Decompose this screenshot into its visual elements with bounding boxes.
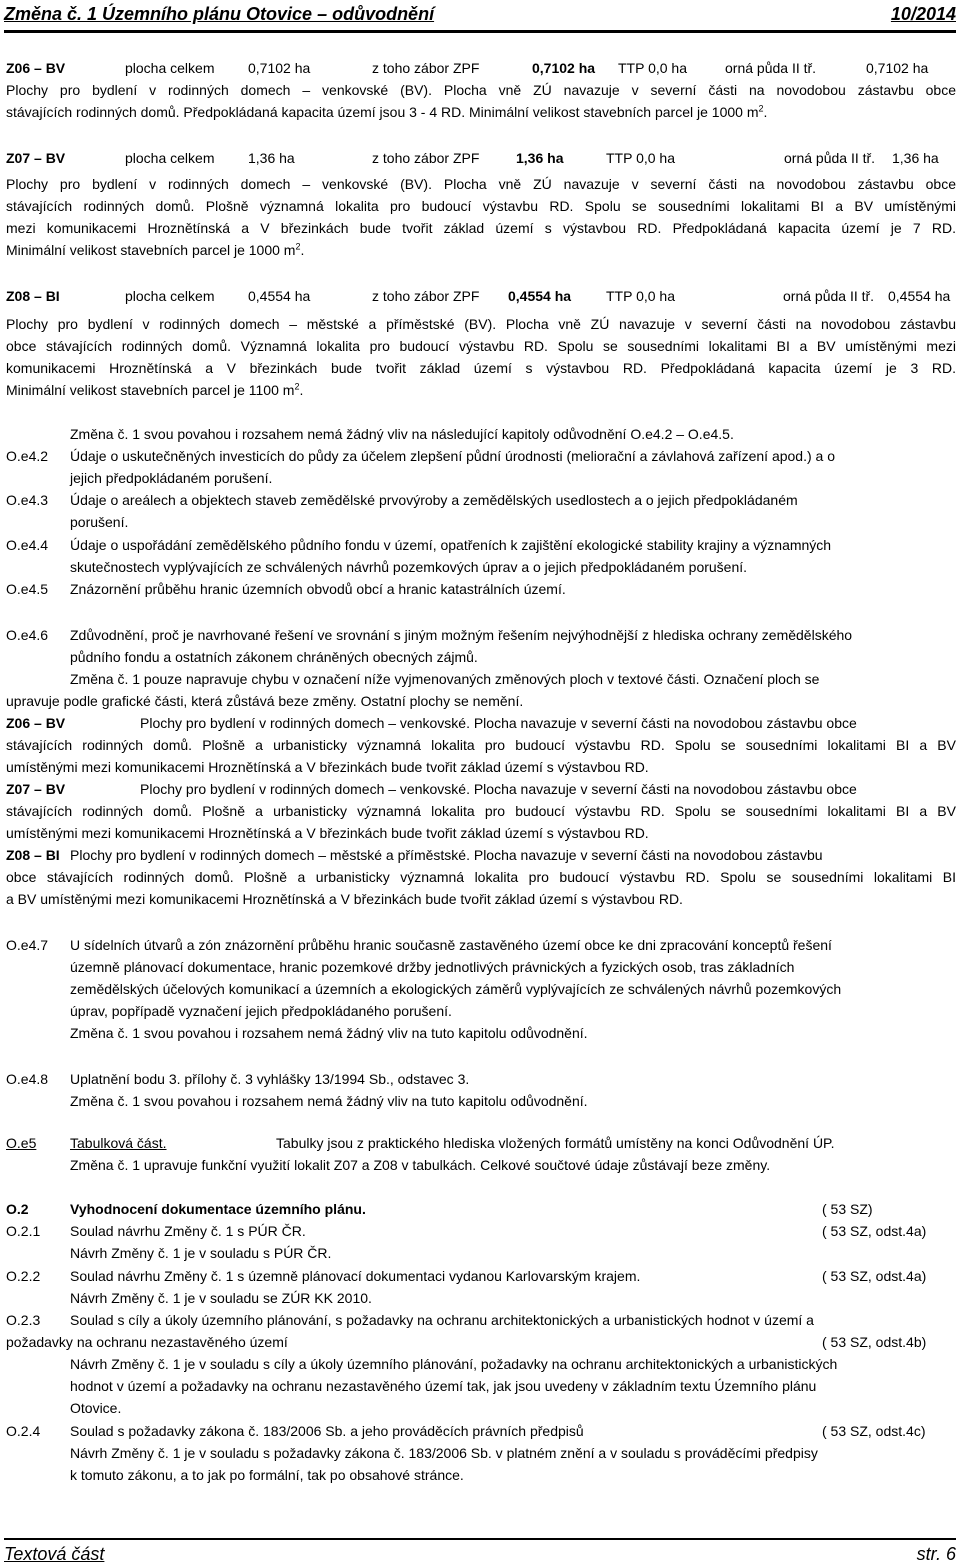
- z06-orna-value: 0,7102 ha: [866, 60, 929, 76]
- e47-number: O.e4.7: [6, 937, 49, 953]
- z07-zpf-label: z toho zábor ZPF: [372, 150, 480, 166]
- e48-line-2: Změna č. 1 svou povahou i rozsahem nemá žádný vliv na tuto kapitolu odůvodnění.: [70, 1093, 588, 1109]
- o2-number: O.2: [6, 1201, 29, 1217]
- o23-line-2: požadavky na ochranu nezastavěného území: [6, 1334, 288, 1350]
- o22-number: O.2.2: [6, 1268, 41, 1284]
- e43-number: O.e4.3: [6, 492, 49, 508]
- o22-ref: ( 53 SZ, odst.4a): [822, 1268, 927, 1284]
- z06-orna-label: orná půda II tř.: [725, 60, 817, 76]
- e42-line-2: jejich předpokládaném porušení.: [70, 470, 273, 486]
- r07-code: Z07 – BV: [6, 781, 66, 797]
- e43-line-1: Údaje o areálech a objektech staveb zemědělské prvovýroby a zemědělských usedlostech a o jejich předpokládaném: [70, 492, 798, 508]
- o23-number: O.2.3: [6, 1312, 41, 1328]
- o24-line-2: Návrh Změny č. 1 je v souladu s požadavky zákona č. 183/2006 Sb. v platném znění a v souladu s prováděcími předpisy: [70, 1445, 818, 1461]
- e46-line-1: Zdůvodnění, proč je navrhované řešení ve srovnání s jiným možným řešením nejvýhodnější z hlediska ochrany zemědělského: [70, 627, 853, 643]
- e47-line-5: Změna č. 1 svou povahou i rozsahem nemá žádný vliv na tuto kapitolu odůvodnění.: [70, 1025, 588, 1041]
- page-footer: [4, 1538, 956, 1566]
- o24-number: O.2.4: [6, 1423, 41, 1439]
- e47-line-4: úprav, popřípadě vyznačení jejich předpokládaného porušení.: [70, 1003, 452, 1019]
- z07-zpf-value: 1,36 ha: [516, 150, 564, 166]
- r08-line-2: obce stávajících rodinných domů. Plošně a urbanisticky významná lokalita pro budoucí výstavbu RD. Spolu se sousedními lokalitami BI: [6, 869, 956, 885]
- footer-section: Textová část: [4, 1544, 105, 1564]
- z08-orna-label: orná půda II tř.: [783, 288, 875, 304]
- e44-line-2: skutečnostech vyplývajících ze schválených návrhů pozemkových úprav a o jejich předpokládaném porušení.: [70, 559, 748, 575]
- e42-line-1: Údaje o uskutečněných investicích do půdy za účelem zlepšení půdní úrodnosti (meliorační a závlahová zařízení apod.) a o: [70, 448, 835, 464]
- z08-area-value: 0,4554 ha: [248, 288, 311, 304]
- z08-line-2: Plochy pro bydlení v rodinných domech – městské a příměstské (BV). Plocha vně ZÚ navazuje v severní části na novodobou zástavbu: [6, 316, 956, 332]
- r07-line-1: Plochy pro bydlení v rodinných domech – venkovské. Plocha navazuje v severní části na novodobou zástavbu obce: [140, 781, 857, 797]
- r07-line-3: umístěnými mezi komunikacemi Hroznětínská a V březinkách bude tvořit základ území s výstavbou RD.: [6, 825, 649, 841]
- z07-code: Z07 – BV: [6, 150, 66, 166]
- z07-line-4: mezi komunikacemi Hroznětínská a V březinkách bude tvořit základ území s výstavbou RD. Předpokládaná kapacita území je 7 RD.: [6, 220, 956, 236]
- r06-code: Z06 – BV: [6, 715, 66, 731]
- o24-line-1: Soulad s požadavky zákona č. 183/2006 Sb. a jeho prováděcích právních předpisů: [70, 1423, 584, 1439]
- z06-code: Z06 – BV: [6, 60, 66, 76]
- e47-line-1: U sídelních útvarů a zón znázornění průběhu hranic současně zastavěného území obce ke dni zpracování konceptů řešení: [70, 937, 832, 953]
- z08-ttp: TTP 0,0 ha: [606, 288, 676, 304]
- e45-line-1: Znázornění průběhu hranic územních obvodů obcí a hranic katastrálních území.: [70, 581, 566, 597]
- z07-line-3: stávajících rodinných domů. Plošně významná lokalita pro budoucí výstavbu RD. Spolu se sousedními lokalitami BI a BV umístěnými: [6, 198, 956, 214]
- z08-orna-value: 0,4554 ha: [888, 288, 951, 304]
- o23-line-1: Soulad s cíly a úkoly územního plánování, s požadavky na ochranu architektonických a urbanistických hodnot v území a: [70, 1312, 814, 1328]
- o24-ref: ( 53 SZ, odst.4c): [822, 1423, 926, 1439]
- r08-line-1: Plochy pro bydlení v rodinných domech – městské a příměstské. Plocha navazuje v severní části na novodobou zástavbu: [70, 847, 823, 863]
- header-date: 10/2014: [890, 4, 956, 24]
- z07-area-value: 1,36 ha: [248, 150, 295, 166]
- e48-number: O.e4.8: [6, 1071, 49, 1087]
- z08-line-5: Minimální velikost stavebních parcel je 1100 $m^2$.: [6, 381, 304, 398]
- o21-line-2: Návrh Změny č. 1 je v souladu s PÚR ČR.: [70, 1245, 332, 1261]
- o21-line-1: Soulad návrhu Změny č. 1 s PÚR ČR.: [70, 1223, 306, 1239]
- e46-line-2: půdního fondu a ostatních zákonem chráněných obecných zájmů.: [70, 649, 478, 665]
- e44-number: O.e4.4: [6, 537, 49, 553]
- e42-number: O.e4.2: [6, 448, 49, 464]
- r06-line-2: stávajících rodinných domů. Plošně a urbanisticky významná lokalita pro budoucí výstavbu RD. Spolu se sousedními lokalitami BI a BV: [6, 737, 956, 753]
- z08-area-label: plocha celkem: [125, 288, 215, 304]
- e48-line-1: Uplatnění bodu 3. přílohy č. 3 vyhlášky 13/1994 Sb., odstavec 3.: [70, 1071, 470, 1087]
- footer-page-number: str. 6: [916, 1544, 956, 1564]
- o23-ref: ( 53 SZ, odst.4b): [822, 1334, 927, 1350]
- e45-number: O.e4.5: [6, 581, 49, 597]
- z07-orna-value: 1,36 ha: [892, 150, 939, 166]
- o22-line-2: Návrh Změny č. 1 je v souladu se ZÚR KK 2010.: [70, 1290, 372, 1306]
- o2-ref: ( 53 SZ): [822, 1201, 873, 1217]
- e46-line-3: Změna č. 1 pouze napravuje chybu v označení níže vyjmenovaných změnových ploch v textové části. Označení ploch se: [70, 671, 820, 687]
- e43-line-2: porušení.: [70, 514, 129, 530]
- z06-area-value: 0,7102 ha: [248, 60, 311, 76]
- r06-line-1: Plochy pro bydlení v rodinných domech – venkovské. Plocha navazuje v severní části na novodobou zástavbu obce: [140, 715, 857, 731]
- o23-line-4: hodnot v území a požadavky na ochranu nezastavěného území tak, jak jsou uvedeny v základním textu Územního plánu: [70, 1378, 817, 1394]
- o21-number: O.2.1: [6, 1223, 41, 1239]
- z07-area-label: plocha celkem: [125, 150, 215, 166]
- e46-number: O.e4.6: [6, 627, 49, 643]
- r08-code: Z08 – BI: [6, 847, 60, 863]
- z08-line-4: komunikacemi Hroznětínská a V březinkách bude tvořit základ území s výstavbou RD. Předpokládaná kapacita území je 3 RD.: [6, 360, 956, 376]
- e42-intro: Změna č. 1 svou povahou i rozsahem nemá žádný vliv na následující kapitoly odůvodnění O.e4.2 – O.e4.5.: [70, 426, 734, 442]
- header-title: Změna č. 1 Územního plánu Otovice – odůvodnění: [4, 4, 435, 24]
- r07-line-2: stávajících rodinných domů. Plošně a urbanisticky významná lokalita pro budoucí výstavbu RD. Spolu se sousedními lokalitami BI a BV: [6, 803, 956, 819]
- e5-number: O.e5: [6, 1135, 37, 1151]
- o21-ref: ( 53 SZ, odst.4a): [822, 1223, 927, 1239]
- e47-line-2: územně plánovací dokumentace, hranic pozemkové držby jednotlivých právnických a fyzických osob, tras základních: [70, 959, 795, 975]
- e44-line-1: Údaje o uspořádání zemědělského půdního fondu v území, opatřeních k zajištění ekologické stability krajiny a významných: [70, 537, 832, 553]
- e5-title: Tabulková část.: [70, 1135, 167, 1151]
- e46-line-4: upravuje podle grafické části, která zůstává beze změny. Ostatní plochy se nemění.: [6, 693, 524, 709]
- o2-title: Vyhodnocení dokumentace územního plánu.: [70, 1201, 366, 1217]
- z08-code: Z08 – BI: [6, 288, 60, 304]
- e5-line-2: Změna č. 1 upravuje funkční využití lokalit Z07 a Z08 v tabulkách. Celkové součtové údaje zůstávají beze změny.: [70, 1157, 771, 1173]
- z06-line-3: stávajících rodinných domů. Předpokládaná kapacita území jsou 3 - 4 RD. Minimální velikost stavebních parcel je 1000 $m^2$.: [6, 103, 768, 120]
- z07-ttp: TTP 0,0 ha: [606, 150, 676, 166]
- o24-line-3: k tomuto zákonu, a to jak po formální, tak po obsahové stránce.: [70, 1467, 464, 1483]
- z06-zpf-label: z toho zábor ZPF: [372, 60, 480, 76]
- z07-line-2: Plochy pro bydlení v rodinných domech – venkovské (BV). Plocha vně ZÚ navazuje v severní části na novodobou zástavbu obce: [6, 176, 956, 192]
- r08-line-3: a BV umístěnými mezi komunikacemi Hroznětínská a V březinkách bude tvořit základ území s výstavbou RD.: [6, 891, 683, 907]
- e5-line-1: Tabulky jsou z praktického hlediska vložených formátů umístěny na konci Odůvodnění ÚP.: [276, 1135, 835, 1151]
- z06-zpf-value: 0,7102 ha: [532, 60, 596, 76]
- z06-area-label: plocha celkem: [125, 60, 215, 76]
- o22-line-1: Soulad návrhu Změny č. 1 s územně plánovací dokumentaci vydanou Karlovarským krajem.: [70, 1268, 641, 1284]
- z06-ttp: TTP 0,0 ha: [618, 60, 688, 76]
- page-header: [4, 4, 956, 33]
- z07-orna-label: orná půda II tř.: [784, 150, 876, 166]
- o23-line-3: Návrh Změny č. 1 je v souladu s cíly a úkoly územního plánování, požadavky na ochranu architektonických a urbanistických: [70, 1356, 838, 1372]
- z08-line-3: obce stávajících rodinných domů. Významná lokalita pro budoucí výstavbu RD. Spolu se sousedními lokalitami BI a BV umístěnými mezi: [6, 338, 956, 354]
- o23-line-5: Otovice.: [70, 1400, 122, 1416]
- z07-line-5: Minimální velikost stavebních parcel je 1000 $m^2$.: [6, 241, 305, 258]
- z06-line-2: Plochy pro bydlení v rodinných domech – venkovské (BV). Plocha vně ZÚ navazuje v severní části na novodobou zástavbu obce: [6, 82, 956, 98]
- z08-zpf-label: z toho zábor ZPF: [372, 288, 480, 304]
- z08-zpf-value: 0,4554 ha: [508, 288, 572, 304]
- r06-line-3: umístěnými mezi komunikacemi Hroznětínská a V březinkách bude tvořit základ území s výstavbou RD.: [6, 759, 649, 775]
- e47-line-3: zemědělských účelových komunikací a územních a ekologických záměrů vyplývajících ze schválených návrhů pozemkových: [70, 981, 842, 997]
